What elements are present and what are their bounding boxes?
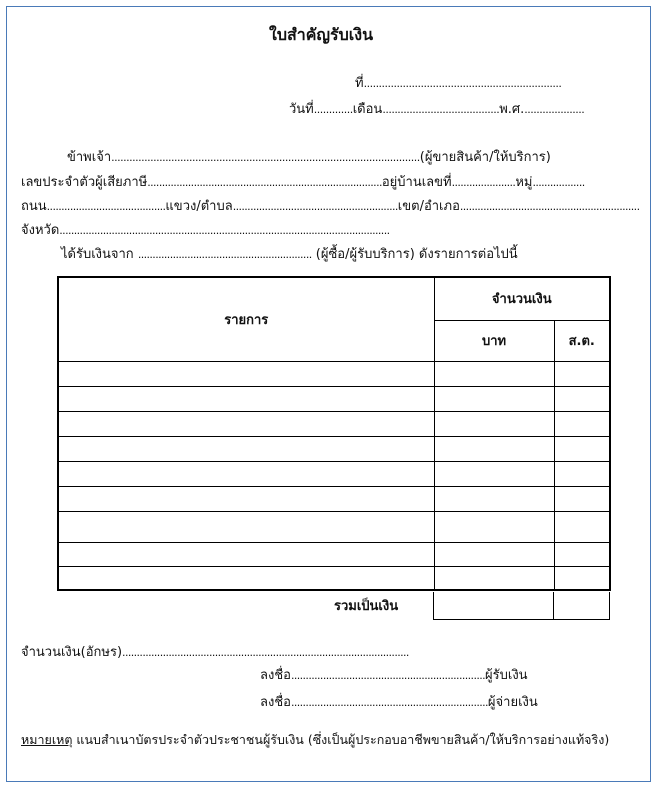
baht-cell[interactable] — [434, 436, 554, 461]
item-cell[interactable] — [58, 486, 434, 511]
col-header-item: รายการ — [58, 277, 434, 361]
satang-cell[interactable] — [554, 511, 610, 542]
province-field[interactable]: .................................................................................................................. — [59, 224, 390, 237]
table-row — [58, 566, 610, 590]
baht-cell[interactable] — [434, 361, 554, 386]
table-row — [58, 511, 610, 542]
col-header-satang: ส.ต. — [554, 320, 610, 361]
item-cell[interactable] — [58, 361, 434, 386]
doc-number-line — [355, 77, 561, 90]
date-line — [289, 103, 584, 116]
satang-cell[interactable] — [554, 486, 610, 511]
total-baht-cell[interactable] — [434, 592, 554, 619]
baht-cell[interactable] — [434, 386, 554, 411]
amount-words-label: จำนวนเงิน(อักษร) — [21, 645, 123, 660]
payer-role: ผู้จ่ายเงิน — [487, 695, 538, 710]
item-cell[interactable] — [58, 386, 434, 411]
moo-field[interactable]: .................. — [532, 176, 585, 189]
table-row — [58, 542, 610, 566]
table-row — [58, 461, 610, 486]
seller-name-label: ข้าพเจ้า — [67, 150, 112, 165]
received-from-field[interactable]: ............................................................ — [137, 248, 312, 261]
province-line — [21, 224, 390, 237]
date-field[interactable]: ............. — [313, 103, 353, 116]
satang-cell[interactable] — [554, 386, 610, 411]
items-table — [57, 276, 611, 591]
year-field[interactable]: .................... — [524, 103, 585, 116]
received-from-line — [61, 248, 518, 261]
amount-words-line — [21, 646, 409, 659]
receiver-signature-line — [260, 669, 528, 682]
house-field[interactable]: ...................... — [451, 176, 516, 189]
item-cell[interactable] — [58, 436, 434, 461]
address-line — [21, 200, 639, 213]
house-label: อยู่บ้านเลขที่ — [381, 175, 452, 190]
total-label: รวมเป็นเงิน — [334, 599, 399, 614]
item-cell[interactable] — [58, 511, 434, 542]
taxid-field[interactable]: ................................................................................. — [147, 176, 382, 189]
table-row — [58, 411, 610, 436]
table-row — [58, 386, 610, 411]
payer-sign-field[interactable]: .................................................................... — [290, 696, 488, 709]
seller-name-suffix: (ผู้ขายสินค้า/ให้บริการ) — [419, 150, 551, 165]
satang-cell[interactable] — [554, 542, 610, 566]
road-field[interactable]: ......................................... — [46, 200, 166, 213]
road-label: ถนน — [21, 199, 47, 214]
taxid-line — [21, 176, 585, 189]
table-row — [58, 436, 610, 461]
seller-name-line — [67, 151, 551, 164]
amount-words-field[interactable]: ................................................................................................... — [122, 646, 409, 659]
district-label: เขต/อำเภอ — [397, 199, 460, 214]
note-text: แนบสำเนาบัตรประจำตัวประชาชนผู้รับเงิน (ซึ่งเป็นผู้ประกอบอาชีพขายสินค้า/ให้บริการอย่างแท้จริง) — [72, 732, 610, 747]
month-label: เดือน — [352, 102, 383, 117]
seller-name-field[interactable]: ....................................................................................................... — [111, 151, 420, 164]
receiver-sign-label: ลงชื่อ — [260, 668, 291, 683]
baht-cell[interactable] — [434, 461, 554, 486]
receipt-form — [6, 6, 651, 782]
month-field[interactable]: ....................................... — [382, 103, 500, 116]
doc-number-field[interactable]: .................................................................. — [363, 77, 562, 90]
baht-cell[interactable] — [434, 566, 554, 590]
item-cell[interactable] — [58, 542, 434, 566]
col-header-amount: จำนวนเงิน — [434, 277, 610, 320]
col-header-baht: บาท — [434, 320, 554, 361]
satang-cell[interactable] — [554, 566, 610, 590]
receiver-sign-field[interactable]: ................................................................... — [290, 669, 486, 682]
baht-cell[interactable] — [434, 486, 554, 511]
received-from-suffix: (ผู้ซื้อ/ผู้รับบริการ) ดังรายการต่อไปนี้ — [315, 247, 518, 262]
note-line — [21, 734, 609, 747]
payer-sign-label: ลงชื่อ — [260, 695, 291, 710]
table-row — [58, 486, 610, 511]
satang-cell[interactable] — [554, 411, 610, 436]
item-cell[interactable] — [58, 411, 434, 436]
item-cell[interactable] — [58, 566, 434, 590]
page-title: ใบสำคัญรับเงิน — [269, 25, 374, 44]
province-label: จังหวัด — [21, 223, 60, 238]
district-field[interactable]: .............................................................. — [459, 200, 640, 213]
moo-label: หมู่ — [515, 175, 533, 190]
subdistrict-label: แขวง/ตำบล — [165, 199, 233, 214]
date-label: วันที่ — [289, 102, 314, 117]
receiver-role: ผู้รับเงิน — [485, 668, 528, 683]
doc-number-label: ที่ — [355, 76, 364, 91]
payer-signature-line — [260, 696, 538, 709]
total-satang-cell[interactable] — [555, 592, 609, 619]
received-from-label: ได้รับเงินจาก — [61, 247, 134, 262]
note-label: หมายเหตุ — [21, 732, 73, 747]
satang-cell[interactable] — [554, 436, 610, 461]
table-row — [58, 361, 610, 386]
satang-cell[interactable] — [554, 461, 610, 486]
year-label: พ.ศ. — [499, 102, 525, 117]
subdistrict-field[interactable]: ......................................................... — [232, 200, 398, 213]
baht-cell[interactable] — [434, 411, 554, 436]
baht-cell[interactable] — [434, 542, 554, 566]
satang-cell[interactable] — [554, 361, 610, 386]
item-cell[interactable] — [58, 461, 434, 486]
taxid-label: เลขประจำตัวผู้เสียภาษี — [21, 175, 148, 190]
total-box — [433, 592, 610, 620]
baht-cell[interactable] — [434, 511, 554, 542]
